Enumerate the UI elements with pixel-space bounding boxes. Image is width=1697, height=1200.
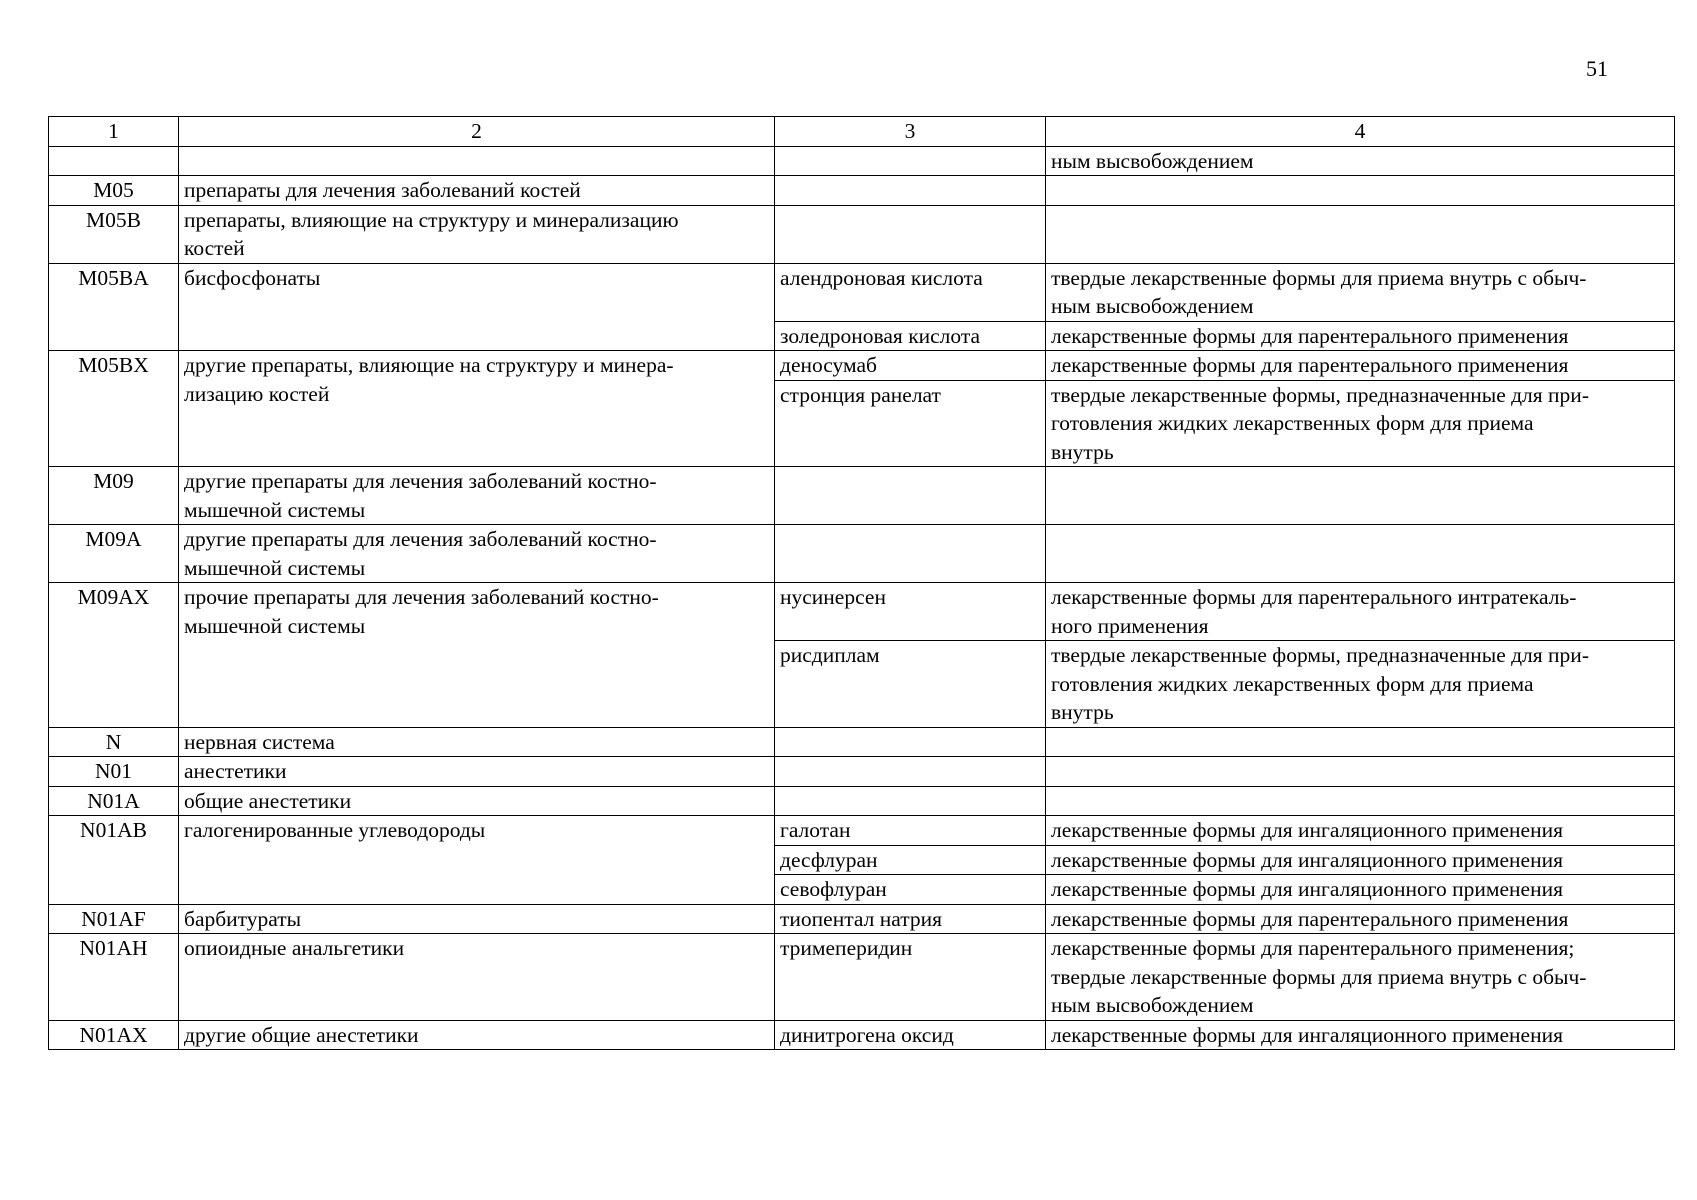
group-cell: анестетики (179, 757, 775, 787)
table-row (49, 205, 1675, 263)
header-cell: 2 (179, 117, 775, 147)
code-cell: N01 (49, 757, 179, 787)
code-cell (49, 146, 179, 176)
group-cell: бисфосфонаты (179, 263, 775, 351)
form-cell: ным высвобождением (1046, 146, 1675, 176)
group-cell: другие препараты для лечения заболеваний костно- мышечной системы (179, 525, 775, 583)
code-cell: N01AX (49, 1020, 179, 1050)
group-cell: другие препараты, влияющие на структуру и минера- лизацию костей (179, 351, 775, 467)
drug-cell: динитрогена оксид (775, 1020, 1046, 1050)
group-cell: другие препараты для лечения заболеваний костно- мышечной системы (179, 467, 775, 525)
form-cell: лекарственные формы для парентерального интратекаль- ного применения (1046, 583, 1675, 641)
form-cell: лекарственные формы для ингаляционного применения (1046, 875, 1675, 905)
drug-cell (775, 757, 1046, 787)
drug-cell: десфлуран (775, 845, 1046, 875)
form-cell (1046, 176, 1675, 206)
drug-cell: тримеперидин (775, 934, 1046, 1021)
header-cell: 1 (49, 117, 179, 147)
code-cell: M09 (49, 467, 179, 525)
form-cell (1046, 786, 1675, 816)
code-cell: N (49, 727, 179, 757)
drug-cell (775, 525, 1046, 583)
table-row (49, 351, 1675, 381)
form-cell: твердые лекарственные формы для приема внутрь с обыч- ным высвобождением (1046, 263, 1675, 321)
code-cell: N01AH (49, 934, 179, 1021)
table-row (49, 757, 1675, 787)
table-row (49, 467, 1675, 525)
table-row (49, 786, 1675, 816)
form-cell (1046, 467, 1675, 525)
form-cell: лекарственные формы для ингаляционного применения (1046, 845, 1675, 875)
page-number: 51 (1586, 56, 1608, 81)
table-row (49, 727, 1675, 757)
table-row (49, 263, 1675, 321)
code-cell: M05BX (49, 351, 179, 467)
drug-cell: золедроновая кислота (775, 321, 1046, 351)
form-cell: лекарственные формы для парентерального применения (1046, 904, 1675, 934)
drug-cell: тиопентал натрия (775, 904, 1046, 934)
group-cell: прочие препараты для лечения заболеваний костно- мышечной системы (179, 583, 775, 728)
code-cell: M09AX (49, 583, 179, 728)
drug-cell (775, 176, 1046, 206)
medication-table (48, 116, 1675, 1050)
code-cell: M05B (49, 205, 179, 263)
form-cell: твердые лекарственные формы, предназначенные для при- готовления жидких лекарственных форм для приема внутрь (1046, 380, 1675, 467)
table-row (49, 816, 1675, 846)
code-cell: N01A (49, 786, 179, 816)
drug-cell: нусинерсен (775, 583, 1046, 641)
group-cell (179, 146, 775, 176)
drug-cell: галотан (775, 816, 1046, 846)
group-cell: препараты для лечения заболеваний костей (179, 176, 775, 206)
group-cell: опиоидные анальгетики (179, 934, 775, 1021)
group-cell: галогенированные углеводороды (179, 816, 775, 905)
table-header-row (49, 117, 1675, 147)
table-row (49, 1020, 1675, 1050)
drug-cell (775, 146, 1046, 176)
table-row (49, 525, 1675, 583)
code-cell: M05 (49, 176, 179, 206)
form-cell (1046, 727, 1675, 757)
table-row (49, 904, 1675, 934)
form-cell: лекарственные формы для ингаляционного применения (1046, 1020, 1675, 1050)
drug-cell: рисдиплам (775, 641, 1046, 728)
group-cell: другие общие анестетики (179, 1020, 775, 1050)
form-cell (1046, 757, 1675, 787)
code-cell: M09A (49, 525, 179, 583)
form-cell: лекарственные формы для ингаляционного применения (1046, 816, 1675, 846)
form-cell: твердые лекарственные формы, предназначенные для при- готовления жидких лекарственных форм для приема внутрь (1046, 641, 1675, 728)
drug-cell: алендроновая кислота (775, 263, 1046, 321)
drug-cell (775, 205, 1046, 263)
form-cell: лекарственные формы для парентерального применения (1046, 321, 1675, 351)
form-cell: лекарственные формы для парентерального применения; твердые лекарственные формы для приема внутрь с обыч- ным высвобождением (1046, 934, 1675, 1021)
group-cell: препараты, влияющие на структуру и минерализацию костей (179, 205, 775, 263)
form-cell (1046, 525, 1675, 583)
drug-cell: стронция ранелат (775, 380, 1046, 467)
drug-cell (775, 727, 1046, 757)
code-cell: M05BA (49, 263, 179, 351)
code-cell: N01AF (49, 904, 179, 934)
header-cell: 3 (775, 117, 1046, 147)
group-cell: общие анестетики (179, 786, 775, 816)
table-row (49, 583, 1675, 641)
table-row (49, 934, 1675, 1021)
drug-cell (775, 786, 1046, 816)
table-row (49, 176, 1675, 206)
table-row (49, 146, 1675, 176)
drug-cell (775, 467, 1046, 525)
drug-cell: деносумаб (775, 351, 1046, 381)
drug-cell: севофлуран (775, 875, 1046, 905)
form-cell (1046, 205, 1675, 263)
form-cell: лекарственные формы для парентерального применения (1046, 351, 1675, 381)
header-cell: 4 (1046, 117, 1675, 147)
group-cell: барбитураты (179, 904, 775, 934)
group-cell: нервная система (179, 727, 775, 757)
code-cell: N01AB (49, 816, 179, 905)
